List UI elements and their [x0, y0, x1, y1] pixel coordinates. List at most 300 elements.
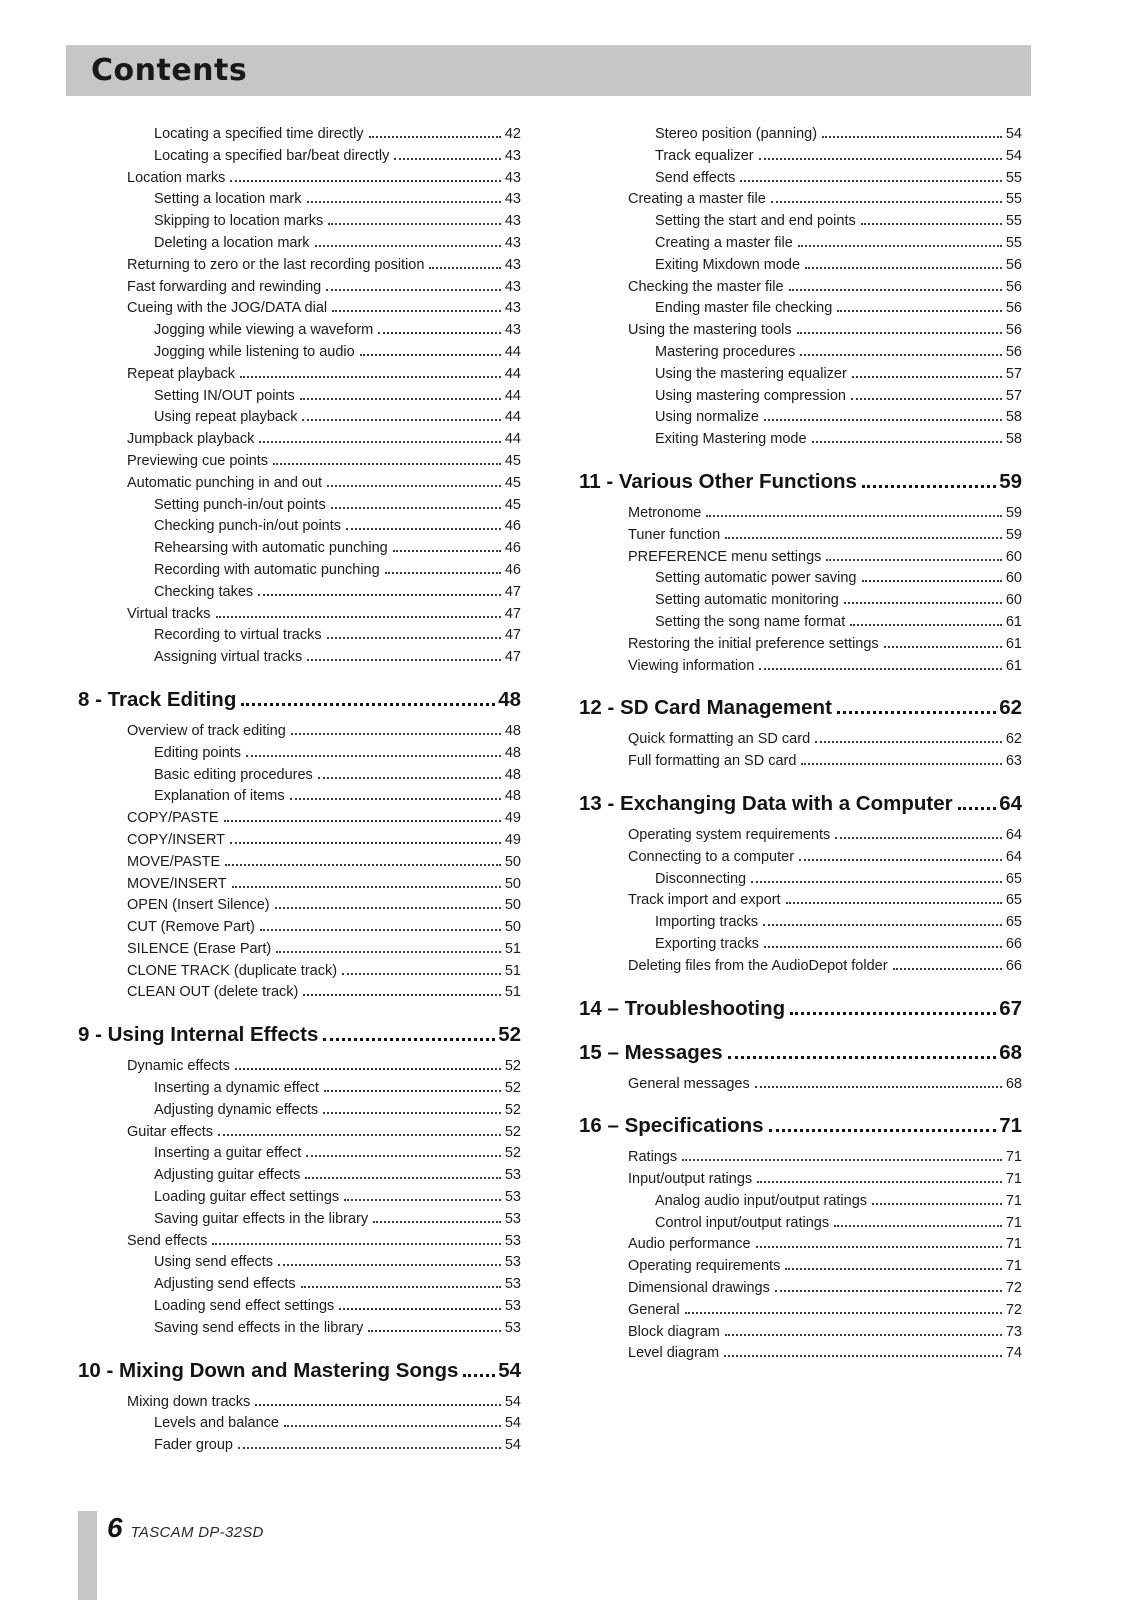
toc-entry-row: [579, 656, 1022, 678]
dot-leader: [706, 515, 1002, 517]
toc-page-number: 56: [1005, 343, 1022, 360]
dot-leader: [307, 201, 501, 203]
dot-leader: [789, 289, 1002, 291]
toc-page-number: 52: [498, 1023, 521, 1047]
toc-entry-row: [78, 211, 521, 233]
toc-entry-title: Dynamic effects: [127, 1058, 230, 1075]
toc-entry-row: [579, 1278, 1022, 1300]
toc-page-number: 60: [1005, 570, 1022, 587]
dot-leader: [751, 881, 1002, 883]
toc-page-number: 67: [999, 996, 1022, 1020]
dot-leader: [893, 968, 1002, 970]
toc-page-number: 55: [1005, 213, 1022, 230]
toc-entry-title: Exporting tracks: [655, 935, 759, 952]
toc-entry-row: [78, 168, 521, 190]
toc-page-number: 53: [504, 1254, 521, 1271]
toc-chapter-title: 10 - Mixing Down and Mastering Songs: [78, 1358, 459, 1382]
toc-page-number: 47: [504, 649, 521, 666]
dot-leader: [255, 1404, 501, 1406]
toc-entry-row: [579, 364, 1022, 386]
toc-entry-row: [579, 1074, 1022, 1096]
toc-page-number: 72: [1005, 1280, 1022, 1297]
toc-entry-row: [579, 168, 1022, 190]
toc-entry-title: Jumpback playback: [127, 431, 255, 448]
dot-leader: [342, 973, 501, 975]
toc-entry-title: Setting a location mark: [154, 191, 302, 208]
toc-chapter-row: [579, 695, 1022, 721]
dot-leader: [369, 136, 501, 138]
toc-entry-title: Block diagram: [628, 1323, 720, 1340]
toc-entry-row: [78, 407, 521, 429]
toc-entry-title: MOVE/PASTE: [127, 853, 221, 870]
toc-entry-title: Location marks: [127, 169, 226, 186]
toc-page-number: 48: [498, 687, 521, 711]
toc-entry-row: [78, 146, 521, 168]
toc-entry-row: [579, 547, 1022, 569]
toc-entry-title: Connecting to a computer: [628, 848, 795, 865]
toc-entry-title: Guitar effects: [127, 1123, 213, 1140]
toc-entry-title: COPY/PASTE: [127, 810, 219, 827]
toc-entry-row: [579, 912, 1022, 934]
toc-page-number: 47: [504, 627, 521, 644]
toc-page-number: 61: [1005, 635, 1022, 652]
toc-entry-row: [78, 451, 521, 473]
toc-entry-row: [78, 1318, 521, 1340]
toc-entry-row: [78, 233, 521, 255]
toc-entry-title: Cueing with the JOG/DATA dial: [127, 300, 328, 317]
toc-entry-row: [579, 956, 1022, 978]
dot-leader: [725, 537, 1002, 539]
toc-entry-title: Mastering procedures: [655, 343, 796, 360]
toc-entry-title: Using mastering compression: [655, 387, 846, 404]
dot-leader: [852, 376, 1002, 378]
toc-entry-title: Creating a master file: [655, 234, 793, 251]
dot-leader: [258, 594, 501, 596]
toc-page-number: 66: [1005, 957, 1022, 974]
toc-page-number: 61: [1005, 657, 1022, 674]
toc-entry-title: Full formatting an SD card: [628, 753, 797, 770]
toc-page-number: 59: [999, 469, 1022, 493]
dot-leader: [812, 441, 1002, 443]
toc-page-number: 54: [1005, 126, 1022, 142]
toc-entry-title: Basic editing procedures: [154, 766, 313, 783]
dot-leader: [682, 1159, 1002, 1161]
toc-page-number: 43: [504, 169, 521, 186]
toc-entry-title: Returning to zero or the last recording position: [127, 256, 425, 273]
toc-entry-title: Skipping to location marks: [154, 213, 324, 230]
toc-entry-title: Send effects: [655, 169, 736, 186]
toc-entry-row: [78, 743, 521, 765]
toc-page-number: 64: [1005, 826, 1022, 843]
toc-entry-row: [579, 320, 1022, 342]
toc-entry-row: [78, 961, 521, 983]
toc-page-number: 59: [1005, 504, 1022, 521]
toc-entry-row: [579, 429, 1022, 451]
toc-entry-row: [78, 255, 521, 277]
dot-leader: [862, 580, 1002, 582]
toc-entry-title: Setting IN/OUT points: [154, 387, 295, 404]
toc-chapter-row: [78, 1022, 521, 1048]
toc-page-number: 44: [504, 387, 521, 404]
toc-entry-title: Fast forwarding and rewinding: [127, 278, 322, 295]
toc-entry-title: Locating a specified time directly: [154, 126, 364, 142]
dot-leader: [328, 223, 501, 225]
toc-page-number: 43: [504, 147, 521, 164]
toc-page-number: 54: [1005, 147, 1022, 164]
dot-leader: [300, 398, 501, 400]
toc-page-number: 46: [504, 540, 521, 557]
toc-page-number: 43: [504, 300, 521, 317]
toc-entry-title: Previewing cue points: [127, 452, 269, 469]
dot-leader: [305, 1177, 500, 1179]
toc-entry-title: CUT (Remove Part): [127, 919, 255, 936]
toc-page-number: 71: [1005, 1149, 1022, 1166]
toc-page-number: 56: [1005, 256, 1022, 273]
toc-entry-title: Explanation of items: [154, 788, 285, 805]
dot-leader: [799, 859, 1002, 861]
toc-page-number: 71: [999, 1114, 1022, 1138]
toc-entry-row: [78, 1165, 521, 1187]
toc-entry-title: Adjusting dynamic effects: [154, 1101, 319, 1118]
dot-leader: [339, 1308, 501, 1310]
dot-leader: [275, 907, 501, 909]
dot-leader: [764, 946, 1002, 948]
toc-entry-row: [579, 189, 1022, 211]
page-footer: [107, 1512, 264, 1544]
toc-entry-title: Importing tracks: [655, 914, 759, 931]
toc-entry-title: Automatic punching in and out: [127, 474, 323, 491]
toc-page-number: 53: [504, 1276, 521, 1293]
toc-entry-title: Using the mastering equalizer: [655, 365, 847, 382]
toc-entry-title: General: [628, 1301, 680, 1318]
toc-page-number: 48: [504, 788, 521, 805]
toc-page-number: 51: [504, 962, 521, 979]
toc-page-number: 53: [504, 1189, 521, 1206]
toc-entry-row: [579, 277, 1022, 299]
toc-entry-row: [579, 233, 1022, 255]
toc-page-number: 71: [1005, 1236, 1022, 1253]
dot-leader: [385, 572, 501, 574]
toc-page-number: 71: [1005, 1192, 1022, 1209]
toc-entry-row: [78, 1392, 521, 1414]
toc-entry-row: [78, 1435, 521, 1457]
dot-leader: [331, 507, 501, 509]
dot-leader: [837, 310, 1002, 312]
toc-entry-row: [579, 634, 1022, 656]
toc-entry-title: Viewing information: [628, 657, 755, 674]
dot-leader: [429, 267, 500, 269]
toc-page-number: 51: [504, 984, 521, 1001]
toc-entry-row: [78, 939, 521, 961]
dot-leader: [373, 1221, 501, 1223]
toc-page-number: 65: [1005, 914, 1022, 931]
toc-entry-row: [78, 895, 521, 917]
toc-page-number: 57: [1005, 365, 1022, 382]
toc-page-number: 73: [1005, 1323, 1022, 1340]
toc-entry-row: [78, 1209, 521, 1231]
toc-entry-row: [78, 1231, 521, 1253]
toc-entry-row: [78, 495, 521, 517]
dot-leader: [368, 1330, 501, 1332]
toc-page-number: 61: [1005, 613, 1022, 630]
toc-entry-row: [78, 1143, 521, 1165]
toc-page-number: 43: [504, 213, 521, 230]
toc-entry-row: [78, 386, 521, 408]
dot-leader: [798, 245, 1002, 247]
toc-columns: [78, 124, 1022, 1457]
dot-leader: [278, 1264, 501, 1266]
toc-entry-row: [579, 568, 1022, 590]
toc-entry-row: [78, 342, 521, 364]
toc-entry-title: Track import and export: [628, 892, 781, 909]
dot-leader: [218, 1134, 501, 1136]
toc-entry-row: [579, 590, 1022, 612]
dot-leader: [728, 1056, 997, 1059]
dot-leader: [212, 1243, 501, 1245]
toc-page-number: 63: [1005, 753, 1022, 770]
toc-entry-title: Levels and balance: [154, 1415, 279, 1432]
dot-leader: [230, 180, 501, 182]
toc-page-number: 47: [504, 583, 521, 600]
toc-entry-row: [78, 808, 521, 830]
toc-entry-row: [78, 625, 521, 647]
toc-entry-title: Control input/output ratings: [655, 1214, 830, 1231]
toc-page-number: 49: [504, 810, 521, 827]
toc-page-number: 44: [504, 431, 521, 448]
toc-chapter-title: 8 - Track Editing: [78, 687, 237, 711]
toc-chapter-title: 12 - SD Card Management: [579, 696, 832, 720]
dot-leader: [759, 158, 1002, 160]
toc-chapter-row: [579, 791, 1022, 817]
dot-leader: [771, 201, 1002, 203]
dot-leader: [315, 245, 501, 247]
toc-entry-row: [78, 538, 521, 560]
toc-entry-row: [78, 429, 521, 451]
toc-entry-row: [579, 1343, 1022, 1365]
toc-page-number: 43: [504, 234, 521, 251]
dot-leader: [260, 929, 501, 931]
toc-page-number: 44: [504, 365, 521, 382]
toc-column-2: [579, 124, 1022, 1457]
toc-entry-row: [579, 934, 1022, 956]
toc-entry-title: MOVE/INSERT: [127, 875, 227, 892]
toc-page-number: 56: [1005, 322, 1022, 339]
toc-entry-title: Overview of track editing: [127, 722, 286, 739]
toc-entry-row: [579, 525, 1022, 547]
toc-entry-row: [579, 847, 1022, 869]
toc-entry-row: [579, 386, 1022, 408]
toc-page-number: 53: [504, 1210, 521, 1227]
dot-leader: [393, 550, 501, 552]
toc-chapter-title: 14 – Troubleshooting: [579, 996, 786, 1020]
toc-chapter-row: [78, 687, 521, 713]
toc-chapter-row: [78, 1358, 521, 1384]
toc-entry-title: Track equalizer: [655, 147, 754, 164]
toc-entry-row: [579, 825, 1022, 847]
toc-page-number: 47: [504, 605, 521, 622]
dot-leader: [755, 1086, 1002, 1088]
toc-column-1: [78, 124, 521, 1457]
toc-entry-title: Recording to virtual tracks: [154, 627, 322, 644]
dot-leader: [306, 1155, 501, 1157]
dot-leader: [344, 1199, 501, 1201]
toc-entry-row: [78, 1122, 521, 1144]
toc-entry-row: [579, 124, 1022, 146]
dot-leader: [851, 398, 1002, 400]
toc-entry-row: [579, 1234, 1022, 1256]
dot-leader: [837, 711, 996, 714]
toc-entry-row: [78, 604, 521, 626]
toc-entry-row: [78, 1296, 521, 1318]
toc-page-number: 46: [504, 518, 521, 535]
toc-page-number: 52: [504, 1123, 521, 1140]
toc-entry-title: Input/output ratings: [628, 1171, 753, 1188]
toc-page-number: 53: [504, 1167, 521, 1184]
toc-entry-title: Mixing down tracks: [127, 1393, 251, 1410]
toc-entry-row: [78, 982, 521, 1004]
toc-entry-title: SILENCE (Erase Part): [127, 940, 272, 957]
toc-entry-row: [579, 1191, 1022, 1213]
toc-page-number: 45: [504, 452, 521, 469]
dot-leader: [238, 1447, 501, 1449]
toc-entry-title: Analog audio input/output ratings: [655, 1192, 868, 1209]
dot-leader: [230, 842, 501, 844]
toc-entry-row: [579, 1213, 1022, 1235]
toc-page-number: 59: [1005, 526, 1022, 543]
dot-leader: [822, 136, 1002, 138]
dot-leader: [826, 559, 1001, 561]
toc-entry-row: [78, 830, 521, 852]
toc-entry-row: [579, 869, 1022, 891]
toc-page-number: 52: [504, 1080, 521, 1097]
toc-entry-row: [579, 1169, 1022, 1191]
toc-entry-row: [78, 582, 521, 604]
dot-leader: [958, 807, 997, 810]
toc-entry-title: Send effects: [127, 1232, 208, 1249]
toc-page-number: 60: [1005, 548, 1022, 565]
toc-entry-title: Adjusting send effects: [154, 1276, 296, 1293]
toc-page-number: 53: [504, 1298, 521, 1315]
dot-leader: [360, 354, 501, 356]
toc-entry-title: Ratings: [628, 1149, 678, 1166]
toc-page-number: 65: [1005, 892, 1022, 909]
toc-page-number: 71: [1005, 1214, 1022, 1231]
toc-entry-title: Jogging while viewing a waveform: [154, 322, 374, 339]
toc-entry-title: Ending master file checking: [655, 300, 833, 317]
toc-entry-title: Checking takes: [154, 583, 254, 600]
toc-entry-title: Virtual tracks: [127, 605, 211, 622]
toc-entry-row: [579, 729, 1022, 751]
toc-entry-row: [579, 1322, 1022, 1344]
toc-entry-title: Loading guitar effect settings: [154, 1189, 340, 1206]
toc-entry-row: [78, 1100, 521, 1122]
footer-doc-title: TASCAM DP-32SD: [130, 1524, 264, 1541]
toc-entry-title: Recording with automatic punching: [154, 561, 380, 578]
toc-entry-row: [78, 1413, 521, 1435]
dot-leader: [759, 668, 1002, 670]
toc-page-number: 71: [1005, 1258, 1022, 1275]
toc-page-number: 53: [504, 1319, 521, 1336]
toc-entry-row: [579, 751, 1022, 773]
toc-entry-row: [579, 211, 1022, 233]
toc-entry-title: Fader group: [154, 1437, 233, 1454]
toc-page-number: 56: [1005, 300, 1022, 317]
toc-entry-title: CLEAN OUT (delete track): [127, 984, 299, 1001]
toc-entry-title: Disconnecting: [655, 870, 747, 887]
toc-entry-title: Exiting Mixdown mode: [655, 256, 801, 273]
toc-entry-title: Setting punch-in/out points: [154, 496, 326, 513]
toc-page-number: 50: [504, 853, 521, 870]
toc-page-number: 68: [1005, 1075, 1022, 1092]
toc-entry-row: [78, 560, 521, 582]
toc-entry-title: COPY/INSERT: [127, 831, 226, 848]
toc-chapter-row: [579, 996, 1022, 1022]
toc-entry-title: Operating requirements: [628, 1258, 781, 1275]
toc-entry-title: Setting the song name format: [655, 613, 846, 630]
dot-leader: [790, 1012, 996, 1015]
dot-leader: [273, 463, 501, 465]
toc-page-number: 62: [1005, 731, 1022, 748]
toc-page-number: 56: [1005, 278, 1022, 295]
dot-leader: [327, 485, 501, 487]
dot-leader: [240, 376, 501, 378]
toc-entry-title: Creating a master file: [628, 191, 766, 208]
toc-entry-row: [78, 765, 521, 787]
dot-leader: [724, 1355, 1002, 1357]
dot-leader: [301, 1286, 501, 1288]
dot-leader: [302, 419, 500, 421]
toc-entry-row: [78, 1187, 521, 1209]
toc-entry-title: Metronome: [628, 504, 702, 521]
dot-leader: [394, 158, 500, 160]
footer-accent-bar: [78, 1511, 97, 1600]
toc-page-number: 42: [504, 126, 521, 142]
toc-page-number: 60: [1005, 592, 1022, 609]
dot-leader: [801, 763, 1001, 765]
dot-leader: [323, 1038, 495, 1041]
toc-page-number: 50: [504, 875, 521, 892]
dot-leader: [241, 703, 495, 706]
toc-page-number: 66: [1005, 935, 1022, 952]
toc-entry-row: [78, 298, 521, 320]
toc-chapter-row: [579, 1040, 1022, 1066]
toc-page-number: 58: [1005, 409, 1022, 426]
toc-entry-title: Checking punch-in/out points: [154, 518, 342, 535]
toc-entry-row: [579, 146, 1022, 168]
dot-leader: [757, 1181, 1002, 1183]
toc-entry-title: Restoring the initial preference settings: [628, 635, 879, 652]
toc-entry-title: Loading send effect settings: [154, 1298, 335, 1315]
dot-leader: [834, 1225, 1002, 1227]
toc-chapter-title: 15 – Messages: [579, 1040, 723, 1064]
dot-leader: [844, 602, 1002, 604]
toc-chapter-row: [579, 1113, 1022, 1139]
toc-entry-title: Editing points: [154, 744, 242, 761]
toc-page-number: 45: [504, 496, 521, 513]
dot-leader: [246, 755, 501, 757]
dot-leader: [232, 886, 501, 888]
dot-leader: [805, 267, 1002, 269]
dot-leader: [850, 624, 1002, 626]
toc-entry-title: General messages: [628, 1075, 750, 1092]
toc-entry-row: [78, 1274, 521, 1296]
toc-page-number: 45: [504, 474, 521, 491]
dot-leader: [307, 659, 501, 661]
toc-entry-title: Setting the start and end points: [655, 213, 856, 230]
toc-entry-title: Locating a specified bar/beat directly: [154, 147, 390, 164]
toc-page-number: 53: [504, 1232, 521, 1249]
toc-entry-title: Inserting a guitar effect: [154, 1145, 302, 1162]
